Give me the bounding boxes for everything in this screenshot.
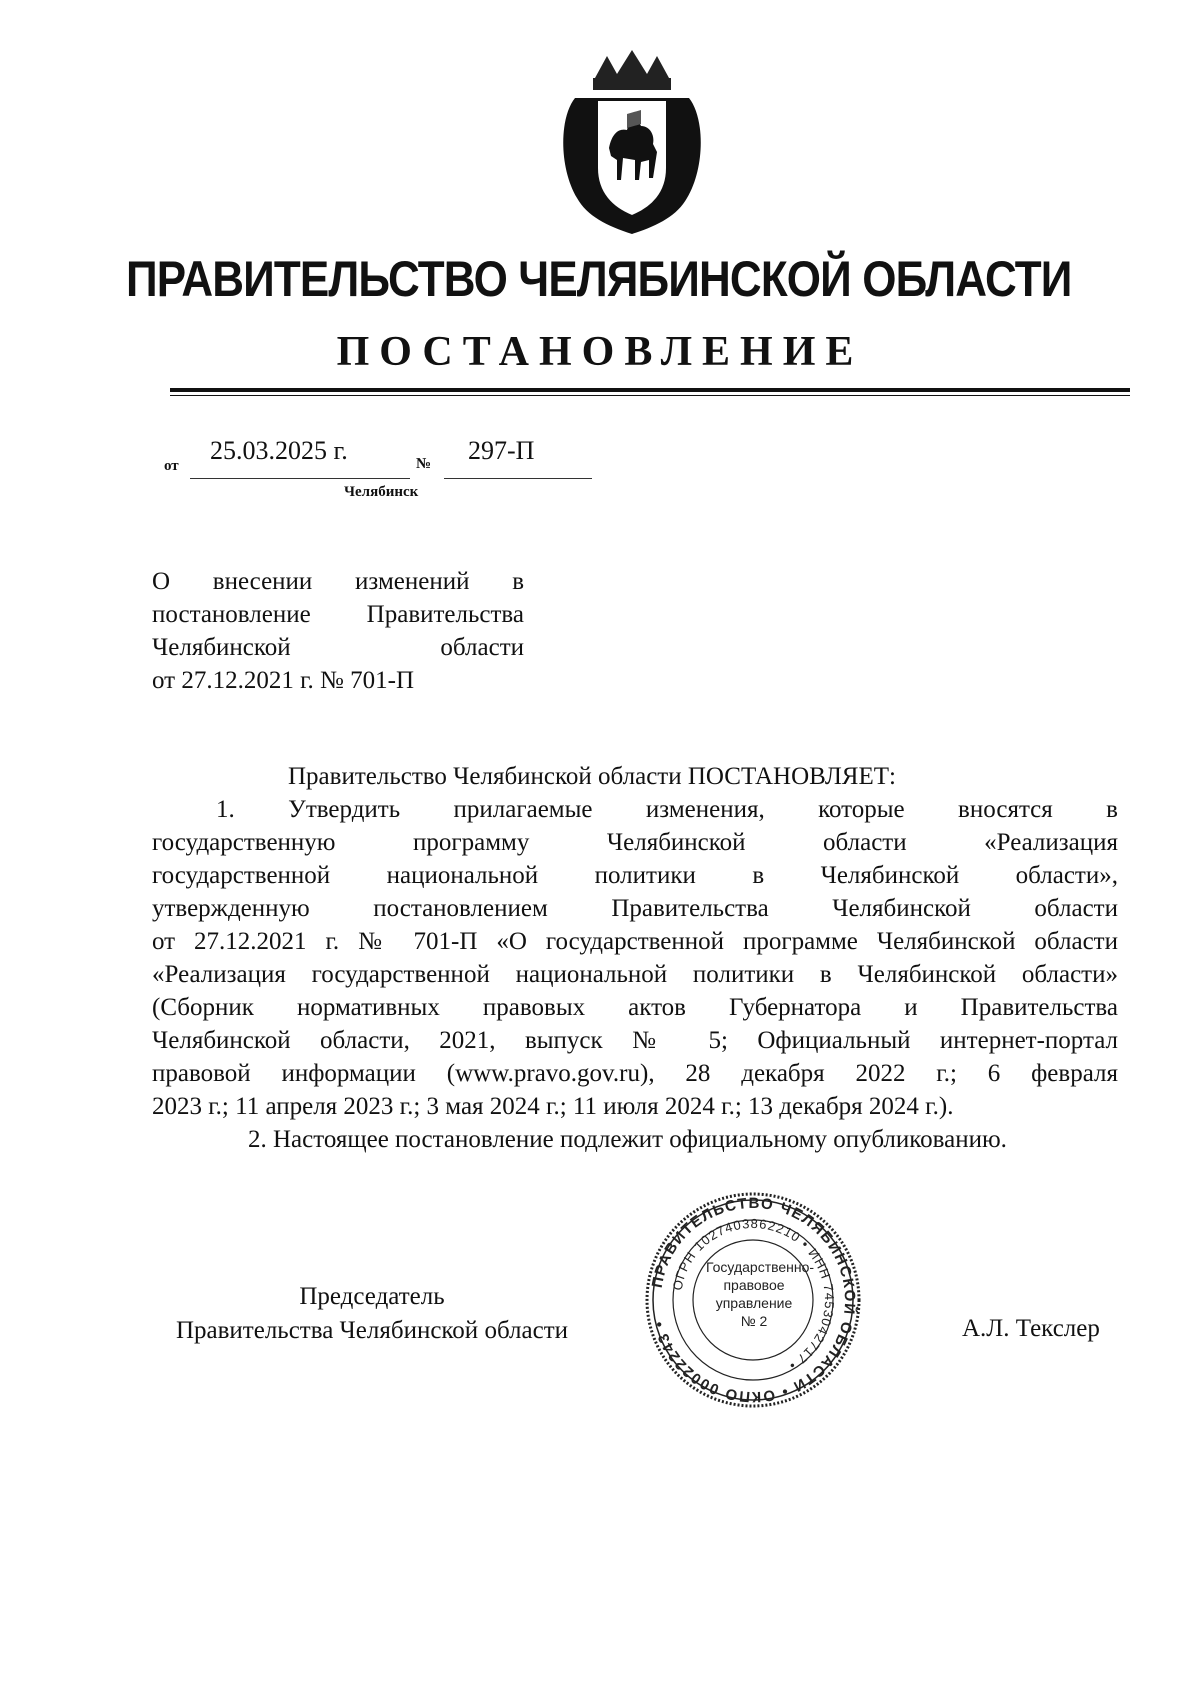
stamp-center-line: управление xyxy=(715,1295,793,1311)
subject-line: О внесении изменений в xyxy=(152,568,524,595)
paragraph-line: Челябинской области, 2021, выпуск № 5; Официальный интернет-портал xyxy=(152,1027,1118,1054)
date-underline xyxy=(190,478,410,479)
signatory-title-line: Правительства Челябинской области xyxy=(175,1317,569,1344)
document-subject xyxy=(152,565,524,697)
paragraph-line: от 27.12.2021 г. № 701-П «О государственной программе Челябинской области xyxy=(152,928,1118,955)
paragraph-line: государственной национальной политики в Челябинской области», xyxy=(152,862,1118,889)
paragraph-line: (Сборник нормативных правовых актов Губернатора и Правительства xyxy=(152,994,1118,1021)
subject-line: Челябинской области xyxy=(152,634,524,661)
signatory-title-line: Председатель xyxy=(299,1283,445,1310)
subject-line: постановление Правительства xyxy=(152,601,524,628)
stamp-outer-ring-text: ПРАВИТЕЛЬСТВО ЧЕЛЯБИНСКОЙ ОБЛАСТИ • ОКПО 00022243 • xyxy=(648,1194,859,1406)
city-label: Челябинск xyxy=(344,484,419,500)
paragraph-1 xyxy=(152,793,1118,1123)
paragraph-line: 1. Утвердить прилагаемые изменения, которые вносятся в xyxy=(216,796,1118,823)
document-number: 297-П xyxy=(468,436,535,465)
paragraph-line: «Реализация государственной национальной политики в Челябинской области» xyxy=(152,961,1118,988)
stamp-center-line: № 2 xyxy=(740,1313,768,1329)
stamp-center-line: Государственно- xyxy=(706,1259,815,1275)
coat-of-arms-icon xyxy=(557,48,707,238)
stamp-middle-ring-text: ОГРН 1027403862210 • ИНН 7453042717 • xyxy=(669,1215,838,1374)
paragraph-line: государственную программу Челябинской области «Реализация xyxy=(152,829,1118,856)
date-prefix-label: от xyxy=(164,458,179,474)
paragraph-line: правовой информации (www.pravo.gov.ru), 28 декабря 2022 г.; 6 февраля xyxy=(152,1060,1118,1087)
document-body xyxy=(152,760,1118,1156)
number-sign-label: № xyxy=(416,456,432,472)
subject-line: от 27.12.2021 г. № 701-П xyxy=(152,667,415,694)
signatory-name: А.Л. Текслер xyxy=(962,1315,1100,1342)
preamble: Правительство Челябинской области ПОСТАНОВЛЯЕТ: xyxy=(288,763,896,790)
number-underline xyxy=(444,478,592,479)
header-rule-thin xyxy=(170,395,1130,396)
document-type-heading: ПОСТАНОВЛЕНИЕ xyxy=(336,329,864,375)
header-rule-thick xyxy=(170,388,1130,392)
signatory-title xyxy=(152,1280,592,1348)
paragraph-line: утвержденную постановлением Правительства Челябинской области xyxy=(152,895,1118,922)
government-title: ПРАВИТЕЛЬСТВО ЧЕЛЯБИНСКОЙ ОБЛАСТИ xyxy=(126,251,1072,307)
paragraph-line: 2023 г.; 11 апреля 2023 г.; 3 мая 2024 г.; 11 июля 2024 г.; 13 декабря 2024 г.). xyxy=(152,1093,954,1120)
paragraph-2: 2. Настоящее постановление подлежит официальному опубликованию. xyxy=(248,1126,1007,1153)
stamp-center-text xyxy=(706,1258,815,1330)
document-date: 25.03.2025 г. xyxy=(210,436,348,465)
stamp-center-line: правовое xyxy=(723,1277,785,1293)
